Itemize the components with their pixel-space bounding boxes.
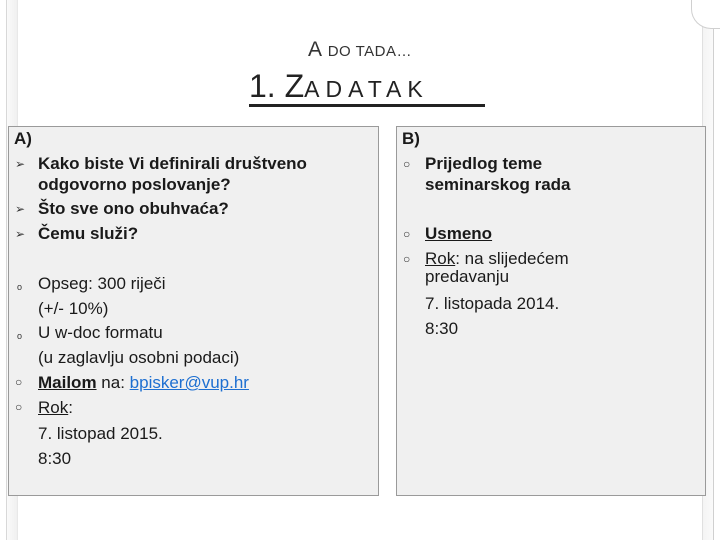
- arrow-bullet-icon: ➢: [15, 157, 26, 171]
- question-2: Što sve ono obuhvaća?: [38, 199, 229, 218]
- arrow-bullet-icon: ➢: [15, 227, 26, 241]
- deadline-line-2: predavanju: [425, 267, 510, 286]
- mail-line: [38, 372, 249, 394]
- task-b-label: B): [402, 129, 420, 148]
- rok-label: Rok: [38, 398, 69, 417]
- deadline-label: Rok: [425, 249, 456, 268]
- ring-bullet-icon: ○: [15, 375, 23, 389]
- page-title: [249, 68, 429, 105]
- supertitle: [0, 38, 720, 62]
- topic-line-1: Prijedlog teme: [425, 154, 543, 173]
- task-b-box: [396, 126, 706, 496]
- deadline-date: 7. listopada 2014.: [425, 294, 560, 313]
- mail-label: Mailom: [38, 373, 97, 392]
- oral-label: Usmeno: [425, 224, 493, 243]
- deadline-time: 8:30: [425, 319, 459, 338]
- title-first: 1. Z: [249, 68, 305, 104]
- ring-bullet-icon: ○: [15, 400, 23, 414]
- scope-line-1: Opseg: 300 riječi: [38, 274, 166, 293]
- task-a-label: A): [14, 129, 32, 148]
- small-ring-bullet-icon: o: [17, 282, 23, 292]
- rok-colon: :: [68, 398, 73, 417]
- supertitle-first: A: [308, 38, 322, 61]
- ring-bullet-icon: ○: [403, 227, 411, 241]
- supertitle-rest: DO TADA…: [327, 43, 412, 60]
- question-1-line-2: odgovorno poslovanje?: [38, 175, 231, 194]
- ring-bullet-icon: ○: [403, 157, 411, 171]
- mail-mid: na:: [96, 373, 130, 392]
- question-3: Čemu služi?: [38, 224, 139, 243]
- title-rest: ADATAK: [304, 76, 429, 102]
- rok-date: 7. listopad 2015.: [38, 424, 163, 443]
- small-ring-bullet-icon: o: [17, 331, 23, 341]
- corner-decoration: [691, 0, 720, 29]
- format-line-2: (u zaglavlju osobni podaci): [38, 348, 240, 367]
- question-1-line-1: Kako biste Vi definirali društveno: [38, 154, 307, 173]
- title-underline: [249, 104, 485, 107]
- deadline-rest: : na slijedećem: [455, 249, 569, 268]
- format-line-1: U w-doc formatu: [38, 323, 163, 342]
- task-a-box: [8, 126, 379, 496]
- arrow-bullet-icon: ➢: [15, 202, 26, 216]
- ring-bullet-icon: ○: [403, 252, 411, 266]
- rok-time: 8:30: [38, 449, 72, 468]
- email-link[interactable]: bpisker@vup.hr: [129, 373, 249, 392]
- topic-line-2: seminarskog rada: [425, 175, 571, 194]
- scope-line-2: (+/- 10%): [38, 299, 109, 318]
- rok-line: [38, 397, 73, 419]
